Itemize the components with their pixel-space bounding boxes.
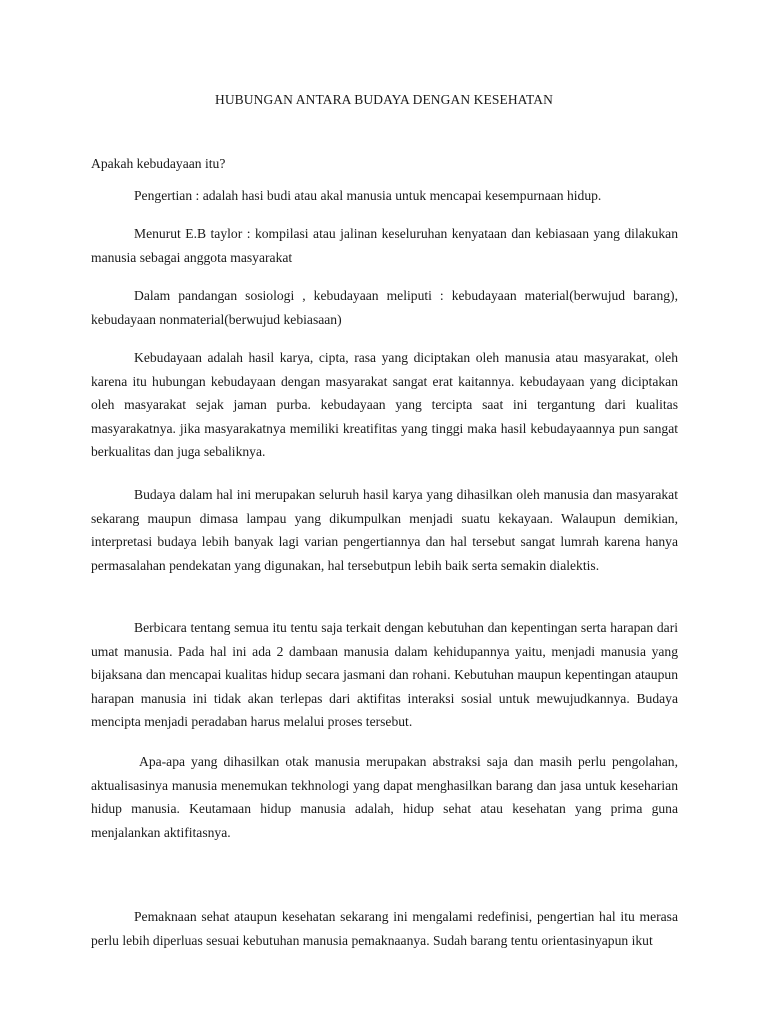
question-line (91, 152, 678, 176)
paragraph-text: Pemaknaan sehat ataupun kesehatan sekarang ini mengalami redefinisi, pengertian hal itu merasa perlu lebih diperluas sesuai kebutuhan manusia pemaknaanya. Sudah barang tentu orientasinyapun ikut (91, 909, 678, 948)
document-title: HUBUNGAN ANTARA BUDAYA DENGAN KESEHATAN (214, 92, 553, 107)
paragraph-3 (91, 284, 678, 331)
paragraph-1 (91, 184, 678, 208)
paragraph-text: Kebudayaan adalah hasil karya, cipta, rasa yang diciptakan oleh manusia atau masyarakat, oleh karena itu hubungan kebudayaan dengan masyarakat sangat erat kaitannya. kebudayaan yang diciptakan oleh masyarakat sejak jaman purba. kebudayaan yang tercipta saat ini tergantung dari kualitas masyarakatnya. jika masyarakatnya memiliki kreatifitas yang tinggi maka hasil kebudayaannya pun sangat berkualitas dan juga sebaliknya. (91, 350, 678, 459)
paragraph-text: Pengertian : adalah hasi budi atau akal manusia untuk mencapai kesempurnaan hidup. (134, 188, 602, 203)
paragraph-4 (91, 346, 678, 464)
paragraph-7 (91, 750, 678, 844)
paragraph-text: Menurut E.B taylor : kompilasi atau jalinan keseluruhan kenyataan dan kebiasaan yang dilakukan manusia sebagai anggota masyarakat (91, 226, 678, 265)
paragraph-8 (91, 905, 678, 952)
paragraph-6 (91, 616, 678, 734)
paragraph-text: Dalam pandangan sosiologi , kebudayaan meliputi : kebudayaan material(berwujud barang), kebudayaan nonmaterial(berwujud kebiasaan) (91, 288, 678, 327)
paragraph-text: Berbicara tentang semua itu tentu saja terkait dengan kebutuhan dan kepentingan serta harapan dari umat manusia. Pada hal ini ada 2 dambaan manusia dalam kehidupannya yaitu, menjadi manusia yang bijaksana dan mencapai kualitas hidup secara jasmani dan rohani. Kebutuhan maupun kepentingan ataupun harapan manusia ini tidak akan terlepas dari aktifitas interaksi sosial untuk mewujudkannya. Budaya mencipta menjadi peradaban harus melalui proses tersebut. (91, 620, 678, 729)
paragraph-2 (91, 222, 678, 269)
paragraph-text: Budaya dalam hal ini merupakan seluruh hasil karya yang dihasilkan oleh manusia dan masyarakat sekarang maupun dimasa lampau yang dikumpulkan menjadi suatu kekayaan. Walaupun demikian, interpretasi budaya lebih banyak lagi varian pengertiannya dan hal tersebut sangat lumrah karena hanya permasalahan pendekatan yang digunakan, hal tersebutpun lebih baik serta semakin dialektis. (91, 487, 678, 573)
paragraph-text: Apa-apa yang dihasilkan otak manusia merupakan abstraksi saja dan masih perlu pengolahan, aktualisasinya manusia menemukan tekhnologi yang dapat menghasilkan barang dan jasa untuk keseharian hidup manusia. Keutamaan hidup manusia adalah, hidup sehat atau kesehatan yang prima guna menjalankan aktifitasnya. (91, 754, 678, 840)
paragraph-5 (91, 483, 678, 577)
question-text: Apakah kebudayaan itu? (91, 156, 226, 171)
